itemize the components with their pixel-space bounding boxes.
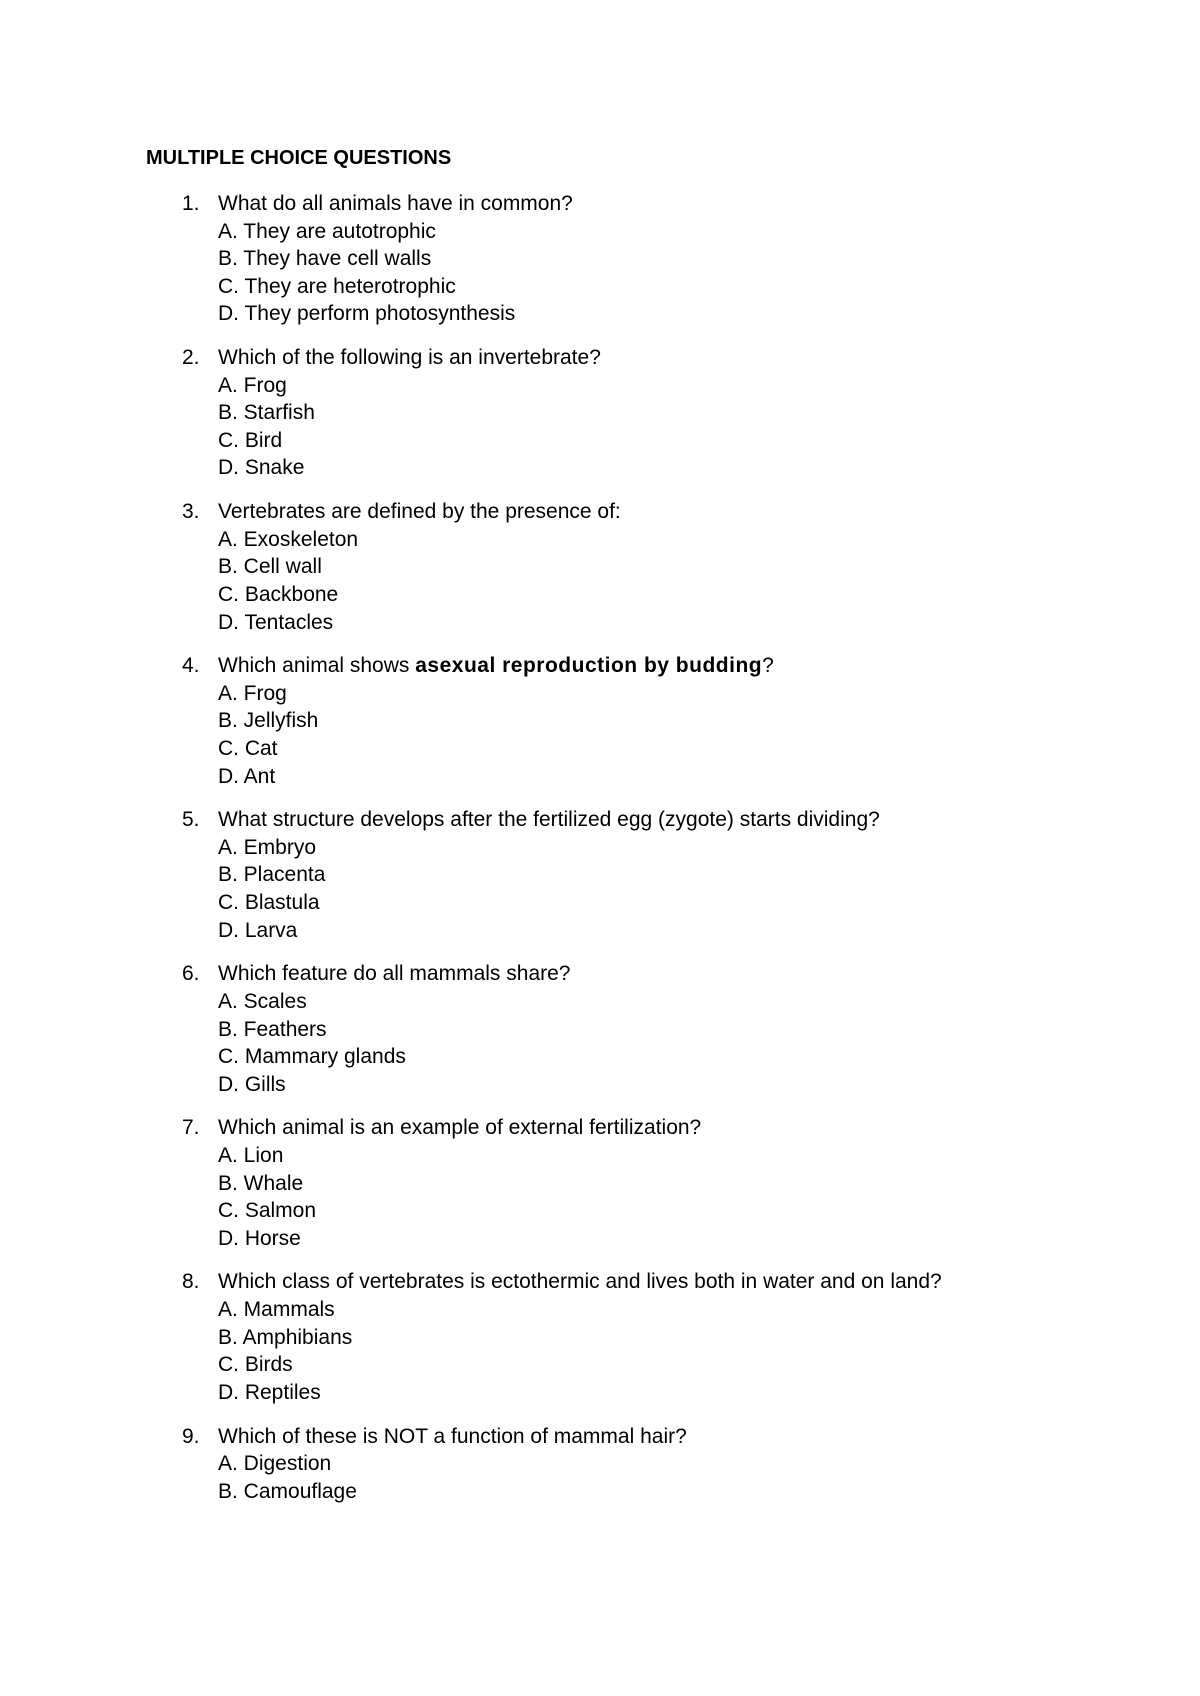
answer-option: A. Frog — [218, 681, 287, 705]
answer-option: D. Ant — [218, 764, 276, 788]
answer-option: C. Salmon — [218, 1199, 317, 1223]
question-text-start: Which animal is an example of external fertilization? — [218, 1116, 702, 1140]
question-text-end: ? — [762, 654, 774, 678]
answer-option: B. Feathers — [218, 1017, 327, 1041]
answer-option: D. Reptiles — [218, 1380, 321, 1404]
question-text — [218, 1423, 687, 1451]
answer-option: A. Frog — [218, 373, 287, 397]
question-text — [218, 1268, 942, 1296]
answer-option: D. Horse — [218, 1226, 301, 1250]
question-text-emphasis: asexual reproduction by budding — [415, 654, 763, 678]
question-number: 1. — [182, 192, 200, 215]
question-number: 8. — [182, 1270, 200, 1294]
answer-option: B. Amphibians — [218, 1325, 353, 1349]
option-list — [0, 372, 1200, 482]
answer-option: D. Tentacles — [218, 610, 334, 634]
question-text-start: Which of these is NOT a function of mammal hair? — [218, 1424, 687, 1448]
answer-option: B. Cell wall — [218, 555, 322, 579]
question-list — [0, 190, 1200, 1521]
question-item — [0, 652, 1200, 790]
question-line — [0, 806, 1200, 834]
question-item — [0, 190, 1200, 328]
question-number: 7. — [182, 1116, 200, 1140]
option-list — [0, 680, 1200, 790]
answer-option: A. Embryo — [218, 835, 317, 859]
answer-option: A. They are autotrophic — [218, 219, 436, 243]
option-list — [0, 218, 1200, 328]
question-item — [0, 344, 1200, 482]
question-text-start: What do all animals have in common? — [218, 192, 573, 215]
answer-option: D. Snake — [218, 456, 305, 480]
answer-option: C. Mammary glands — [218, 1045, 406, 1069]
question-text-start: Which animal shows — [218, 654, 416, 678]
answer-option: D. They perform photosynthesis — [218, 302, 516, 326]
page-title: MULTIPLE CHOICE QUESTIONS — [146, 147, 452, 169]
answer-option: A. Lion — [218, 1143, 284, 1167]
answer-option: B. Whale — [218, 1171, 304, 1195]
answer-option: C. They are heterotrophic — [218, 274, 456, 298]
option-list — [0, 988, 1200, 1098]
question-line — [0, 652, 1200, 680]
question-text — [218, 960, 570, 988]
question-item — [0, 806, 1200, 944]
question-text — [218, 344, 601, 372]
question-number: 4. — [182, 654, 200, 678]
answer-option: B. Camouflage — [218, 1479, 357, 1503]
question-item — [0, 1268, 1200, 1406]
answer-option: A. Scales — [218, 989, 307, 1013]
question-item — [0, 498, 1200, 636]
answer-option: C. Backbone — [218, 582, 339, 606]
question-text — [218, 1114, 701, 1142]
question-text-start: Which class of vertebrates is ectothermic and lives both in water and on land? — [218, 1270, 942, 1294]
answer-option: C. Bird — [218, 428, 283, 452]
question-line — [0, 960, 1200, 988]
answer-option: B. Starfish — [218, 401, 315, 425]
answer-option: C. Birds — [218, 1353, 293, 1377]
option-list — [0, 1296, 1200, 1406]
question-text — [218, 498, 621, 526]
question-text — [218, 190, 573, 218]
question-text — [218, 652, 774, 680]
question-text-start: What structure develops after the fertilized egg (zygote) starts dividing? — [218, 808, 880, 832]
answer-option: B. They have cell walls — [218, 247, 432, 271]
answer-option: D. Gills — [218, 1072, 286, 1096]
option-list — [0, 1450, 1200, 1505]
question-text-start: Which of the following is an invertebrate? — [218, 346, 601, 370]
question-line — [0, 1268, 1200, 1296]
question-line — [0, 190, 1200, 218]
question-text-start: Vertebrates are defined by the presence of: — [218, 500, 621, 524]
question-item — [0, 960, 1200, 1098]
answer-option: D. Larva — [218, 918, 298, 942]
answer-option: A. Mammals — [218, 1298, 335, 1322]
option-list — [0, 834, 1200, 944]
question-number: 3. — [182, 500, 200, 524]
question-line — [0, 1114, 1200, 1142]
answer-option: C. Cat — [218, 736, 278, 760]
question-line — [0, 1423, 1200, 1451]
question-number: 9. — [182, 1424, 200, 1448]
question-number: 2. — [182, 346, 200, 370]
question-text-start: Which feature do all mammals share? — [218, 962, 571, 986]
question-item — [0, 1423, 1200, 1506]
question-line — [0, 498, 1200, 526]
question-item — [0, 1114, 1200, 1252]
answer-option: C. Blastula — [218, 891, 320, 915]
question-line — [0, 344, 1200, 372]
question-number: 5. — [182, 808, 200, 832]
answer-option: A. Exoskeleton — [218, 527, 359, 551]
option-list — [0, 526, 1200, 636]
question-text — [218, 806, 880, 834]
answer-option: B. Placenta — [218, 863, 326, 887]
answer-option: A. Digestion — [218, 1452, 332, 1476]
option-list — [0, 1142, 1200, 1252]
answer-option: B. Jellyfish — [218, 709, 319, 733]
question-number: 6. — [182, 962, 200, 986]
